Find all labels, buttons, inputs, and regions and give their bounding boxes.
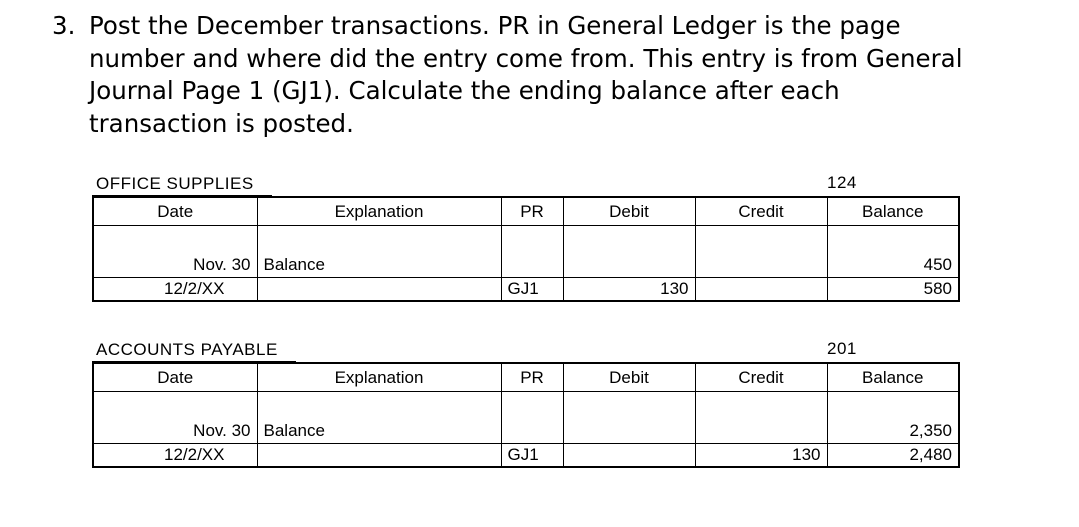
account-name: ACCOUNTS PAYABLE: [92, 339, 296, 362]
column-header-balance: Balance: [827, 363, 959, 392]
instruction-text: [89, 10, 1052, 140]
cell-explanation: [257, 444, 501, 468]
column-header-credit: Credit: [695, 363, 827, 392]
instruction-line: Post the December transactions. PR in General Ledger is the page: [89, 11, 901, 40]
ledger-table: [92, 196, 960, 302]
cell-balance: 580: [827, 278, 959, 302]
table-row: [93, 226, 959, 278]
cell-pr: [501, 226, 563, 278]
account-number: 201: [827, 339, 857, 358]
cell-date: 12/2/XX: [93, 444, 257, 468]
cell-pr: GJ1: [501, 278, 563, 302]
ledger-office-supplies: [92, 172, 960, 302]
ledger-accounts-payable: [92, 338, 960, 468]
column-header-debit: Debit: [563, 197, 695, 226]
column-header-explanation: Explanation: [257, 363, 501, 392]
instruction-line: number and where did the entry come from. This entry is from General: [89, 43, 963, 73]
cell-credit: 130: [695, 444, 827, 468]
account-number: 124: [827, 173, 857, 192]
column-header-pr: PR: [501, 197, 563, 226]
cell-credit: [695, 226, 827, 278]
cell-debit: [563, 226, 695, 278]
column-header-explanation: Explanation: [257, 197, 501, 226]
table-row: [93, 444, 959, 468]
cell-date: 12/2/XX: [93, 278, 257, 302]
cell-credit: [695, 392, 827, 444]
column-header-balance: Balance: [827, 197, 959, 226]
cell-credit: [695, 278, 827, 302]
cell-pr: [501, 392, 563, 444]
table-row: [93, 278, 959, 302]
cell-explanation: Balance: [257, 392, 501, 444]
table-header-row: [93, 363, 959, 392]
instruction-paragraph: [52, 10, 1052, 140]
column-header-credit: Credit: [695, 197, 827, 226]
instruction-number: 3.: [52, 11, 76, 40]
ledger-header: [92, 338, 960, 362]
cell-date: Nov. 30: [93, 226, 257, 278]
cell-pr: GJ1: [501, 444, 563, 468]
column-header-date: Date: [93, 363, 257, 392]
cell-balance: 450: [827, 226, 959, 278]
cell-date: Nov. 30: [93, 392, 257, 444]
account-name: OFFICE SUPPLIES: [92, 173, 272, 196]
column-header-date: Date: [93, 197, 257, 226]
cell-explanation: [257, 278, 501, 302]
table-row: [93, 392, 959, 444]
cell-debit: [563, 444, 695, 468]
table-header-row: [93, 197, 959, 226]
instruction-line: Journal Page 1 (GJ1). Calculate the ending balance after each: [89, 76, 840, 105]
ledger-table: [92, 362, 960, 468]
instruction-line: transaction is posted.: [89, 108, 354, 138]
cell-explanation: Balance: [257, 226, 501, 278]
ledger-header: [92, 172, 960, 196]
cell-debit: 130: [563, 278, 695, 302]
column-header-debit: Debit: [563, 363, 695, 392]
cell-balance: 2,350: [827, 392, 959, 444]
column-header-pr: PR: [501, 363, 563, 392]
cell-balance: 2,480: [827, 444, 959, 468]
cell-debit: [563, 392, 695, 444]
